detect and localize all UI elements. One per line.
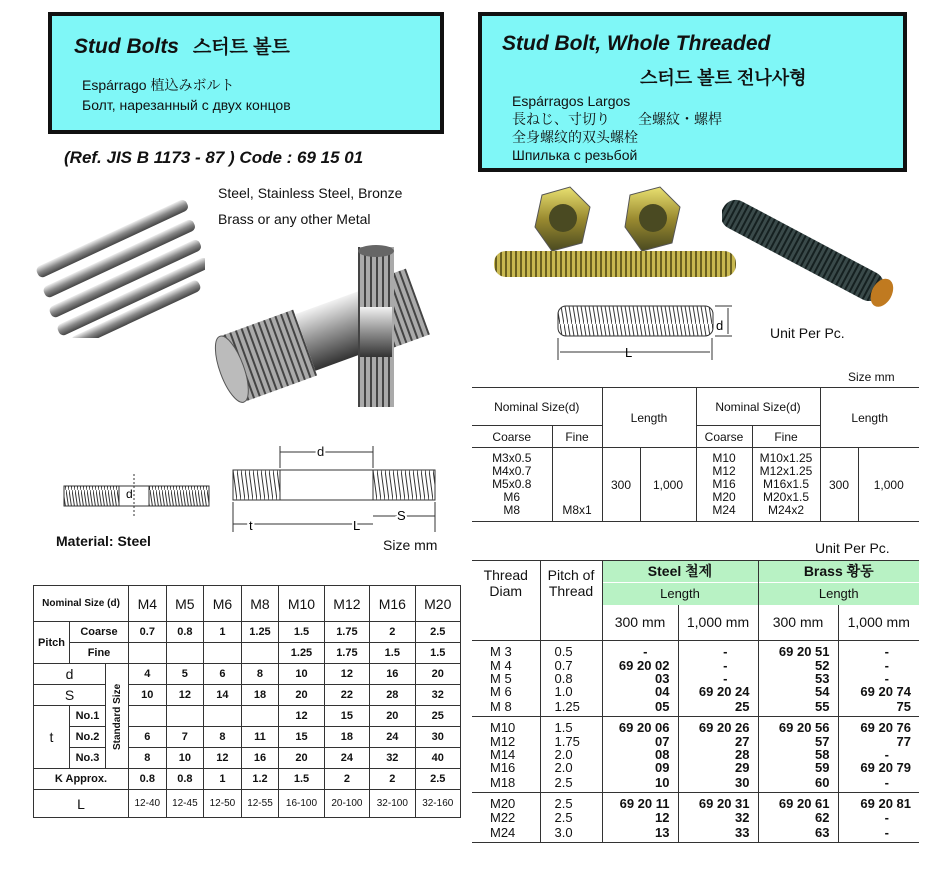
dim-l-label: L xyxy=(353,518,361,533)
spec-t1-cell: 15 xyxy=(324,706,369,727)
spec-l-cell: 32-100 xyxy=(370,790,415,818)
spec-s-cell: 18 xyxy=(241,685,279,706)
spec-size: M4 xyxy=(129,586,167,622)
code-cell: M 6 xyxy=(472,685,540,698)
code-cell: 69 20 81 xyxy=(860,796,911,812)
left-title-kr: 스터트 볼트 xyxy=(192,37,290,58)
code-cell: 1.5 xyxy=(540,717,602,735)
spec-coarse-cell: 1.25 xyxy=(241,622,279,643)
code-cell: - xyxy=(884,825,889,841)
code-cell: - xyxy=(884,670,889,686)
spec-size: M20 xyxy=(415,586,460,622)
code-cell: 63 xyxy=(758,824,838,843)
code-cell: 62 xyxy=(758,811,838,824)
code-cell: M 8 xyxy=(472,698,540,717)
stud-drawing-dimensioned xyxy=(225,440,445,540)
code-cell: 04 xyxy=(602,685,678,698)
spec-fine-cell: 1.75 xyxy=(324,643,369,664)
spec-fine-cell: 1.5 xyxy=(415,643,460,664)
spec-t1-cell: 12 xyxy=(279,706,324,727)
spec-k-cell: 1 xyxy=(204,769,242,790)
code-cell: 32 xyxy=(678,811,758,824)
code-cell: 1.25 xyxy=(540,698,602,717)
spec-k-label: K Approx. xyxy=(34,769,129,790)
spec-t2-cell: 11 xyxy=(241,727,279,748)
spec-fine-cell: 1.5 xyxy=(370,643,415,664)
spec-coarse-cell: 1.5 xyxy=(279,622,324,643)
right-line3: 全身螺纹的双头螺栓 xyxy=(512,129,638,145)
code-cell: 05 xyxy=(602,698,678,717)
spec-fine-cell xyxy=(166,643,204,664)
code-cell: 58 xyxy=(758,748,838,761)
spec-d-cell: 8 xyxy=(241,664,279,685)
code-cell: 0.8 xyxy=(540,672,602,685)
size-cell: M4x0.7 xyxy=(492,464,532,478)
code-cell: 0.5 xyxy=(540,641,602,659)
code-cell: 09 xyxy=(602,761,678,774)
code-cell: M16 xyxy=(472,761,540,774)
spec-pitch-label: Pitch xyxy=(34,622,70,664)
code-cell: 69 20 31 xyxy=(678,793,758,811)
code-cell: M18 xyxy=(472,774,540,793)
code-brass-label: Brass 황동 xyxy=(758,561,919,583)
spec-d-cell: 6 xyxy=(204,664,242,685)
dim-d-label: d xyxy=(317,444,325,459)
spec-s-cell: 32 xyxy=(415,685,460,706)
reference-code: (Ref. JIS B 1173 - 87 ) Code : 69 15 01 xyxy=(64,148,364,167)
spec-l-cell: 16-100 xyxy=(279,790,324,818)
code-cell: 69 20 24 xyxy=(678,685,758,698)
right-line1: Espárragos Largos xyxy=(512,93,631,109)
code-cell: 53 xyxy=(758,672,838,685)
spec-k-cell: 0.8 xyxy=(166,769,204,790)
spec-t3-cell: 32 xyxy=(370,748,415,769)
spec-t3-cell: 10 xyxy=(166,748,204,769)
spec-standard-size-label: Standard Size xyxy=(106,664,129,769)
size-mm-right: Size mm xyxy=(848,370,895,384)
code-brass-300-label: 300 mm xyxy=(758,605,838,641)
spec-no1-label: No.1 xyxy=(70,706,106,727)
code-cell: 60 xyxy=(758,774,838,793)
code-cell: - xyxy=(884,809,889,825)
spec-fine-cell xyxy=(204,643,242,664)
code-cell: 69 20 76 xyxy=(860,720,911,736)
code-cell: - xyxy=(884,775,889,791)
spec-t2-cell: 15 xyxy=(279,727,324,748)
code-thread-diam-label: Thread Diam xyxy=(472,561,540,605)
code-cell: M 5 xyxy=(472,672,540,685)
stud-bolt-closeup-photo-icon xyxy=(208,242,448,427)
size-cell: M12x1.25 xyxy=(759,464,813,478)
spec-size: M16 xyxy=(370,586,415,622)
spec-s-cell: 12 xyxy=(166,685,204,706)
code-brass-length-label: Length xyxy=(758,583,919,605)
size-cell: M5x0.8 xyxy=(492,477,532,491)
code-cell: M 4 xyxy=(472,659,540,672)
spec-t3-cell: 24 xyxy=(324,748,369,769)
spec-t1-cell: 25 xyxy=(415,706,460,727)
code-cell: - xyxy=(884,644,889,660)
code-cell: - xyxy=(678,672,758,685)
code-cell: - xyxy=(884,657,889,673)
spec-size: M8 xyxy=(241,586,279,622)
spec-t1-cell: 20 xyxy=(370,706,415,727)
code-table-row xyxy=(472,811,919,824)
spec-s-cell: 14 xyxy=(204,685,242,706)
spec-l-cell: 12-55 xyxy=(241,790,279,818)
code-table-row xyxy=(472,735,919,748)
size-len-300-right: 300 xyxy=(820,448,858,522)
code-cell: - xyxy=(602,641,678,659)
materials-line1: Steel, Stainless Steel, Bronze xyxy=(218,185,403,201)
code-cell: 69 20 51 xyxy=(758,641,838,659)
spec-t2-cell: 30 xyxy=(415,727,460,748)
spec-coarse-cell: 0.8 xyxy=(166,622,204,643)
code-cell: 2.5 xyxy=(540,793,602,811)
size-cell: M24 xyxy=(712,503,736,517)
spec-l-cell: 20-100 xyxy=(324,790,369,818)
size-cell: M16 xyxy=(712,477,736,491)
code-table-row xyxy=(472,793,919,811)
code-cell: 75 xyxy=(896,699,911,715)
code-cell: M14 xyxy=(472,748,540,761)
size-cell: M8 xyxy=(503,503,521,517)
code-cell: 27 xyxy=(678,735,758,748)
code-cell: 57 xyxy=(758,735,838,748)
left-title: Stud Bolts xyxy=(74,35,179,58)
code-cell: 28 xyxy=(678,748,758,761)
spec-d-label: d xyxy=(34,664,106,685)
size-cell: M6 xyxy=(503,490,521,504)
code-cell: 10 xyxy=(602,774,678,793)
spec-t3-cell: 8 xyxy=(129,748,167,769)
code-table-row xyxy=(472,761,919,774)
spec-t3-cell: 20 xyxy=(279,748,324,769)
code-cell: M20 xyxy=(472,793,540,811)
code-cell: 69 20 74 xyxy=(860,683,911,699)
code-cell: 69 20 56 xyxy=(758,717,838,735)
spec-nominal-label: Nominal Size (d) xyxy=(34,586,129,622)
code-cell: 1.75 xyxy=(540,735,602,748)
spec-size: M5 xyxy=(166,586,204,622)
left-header-box xyxy=(48,12,444,134)
spec-t2-cell: 18 xyxy=(324,727,369,748)
size-cell: M20x1.5 xyxy=(762,490,810,504)
code-cell: M10 xyxy=(472,717,540,735)
left-line1: Espárrago 植込みボルト xyxy=(82,77,235,93)
code-cell: 29 xyxy=(678,761,758,774)
size-coarse-left: Coarse xyxy=(472,426,552,448)
spec-t1-cell xyxy=(204,706,242,727)
right-line2: 長ねじ、寸切り 全螺紋・螺桿 xyxy=(512,111,722,127)
spec-l-cell: 12-45 xyxy=(166,790,204,818)
threaded-rod-with-nuts-photo-icon xyxy=(490,185,740,285)
right-title-kr: 스터드 볼트 전나사형 xyxy=(640,68,807,88)
spec-d-cell: 12 xyxy=(324,664,369,685)
spec-t2-cell: 24 xyxy=(370,727,415,748)
code-cell: 77 xyxy=(896,733,911,749)
spec-s-cell: 22 xyxy=(324,685,369,706)
spec-coarse-cell: 1 xyxy=(204,622,242,643)
spec-s-cell: 10 xyxy=(129,685,167,706)
rod-l-label: L xyxy=(625,345,633,360)
size-cell: M24x2 xyxy=(767,503,805,517)
code-cell: - xyxy=(884,746,889,762)
spec-table xyxy=(33,585,461,818)
size-fine-left: Fine xyxy=(552,426,602,448)
spec-size: M12 xyxy=(324,586,369,622)
code-pitch-label: Pitch of Thread xyxy=(540,561,602,605)
spec-d-cell: 10 xyxy=(279,664,324,685)
code-cell: 69 20 26 xyxy=(678,717,758,735)
code-cell: - xyxy=(678,659,758,672)
spec-size: M6 xyxy=(204,586,242,622)
spec-coarse-label: Coarse xyxy=(70,622,129,643)
stud-drawing-small xyxy=(60,470,215,520)
spec-t3-cell: 40 xyxy=(415,748,460,769)
black-threaded-rod-photo-icon xyxy=(722,185,902,310)
spec-s-label: S xyxy=(34,685,106,706)
spec-t3-cell: 12 xyxy=(204,748,242,769)
code-cell: M24 xyxy=(472,824,540,843)
size-cell: M12 xyxy=(712,464,736,478)
code-table-row xyxy=(472,641,919,659)
spec-d-cell: 5 xyxy=(166,664,204,685)
size-cell: M20 xyxy=(712,490,736,504)
spec-coarse-cell: 2 xyxy=(370,622,415,643)
spec-no2-label: No.2 xyxy=(70,727,106,748)
code-table-row xyxy=(472,685,919,698)
spec-coarse-cell: 1.75 xyxy=(324,622,369,643)
spec-k-cell: 2.5 xyxy=(415,769,460,790)
code-steel-label: Steel 철제 xyxy=(602,561,758,583)
code-cell: 69 20 02 xyxy=(602,659,678,672)
code-table-row xyxy=(472,774,919,793)
spec-fine-label: Fine xyxy=(70,643,129,664)
size-cell: M3x0.5 xyxy=(492,451,532,465)
code-table-row xyxy=(472,824,919,843)
code-cell: M22 xyxy=(472,811,540,824)
code-cell: 59 xyxy=(758,761,838,774)
size-cell: M8x1 xyxy=(562,503,592,517)
spec-t2-cell: 7 xyxy=(166,727,204,748)
spec-no3-label: No.3 xyxy=(70,748,106,769)
code-cell: M 3 xyxy=(472,641,540,659)
right-header-box xyxy=(478,12,907,172)
code-table-row xyxy=(472,659,919,672)
code-cell: 13 xyxy=(602,824,678,843)
code-cell: 69 20 11 xyxy=(602,793,678,811)
size-fine-right: Fine xyxy=(752,426,820,448)
code-cell: 2.5 xyxy=(540,774,602,793)
size-mm-left: Size mm xyxy=(383,537,438,553)
spec-l-cell: 12-50 xyxy=(204,790,242,818)
material-label: Material: Steel xyxy=(56,533,151,549)
size-len-1000-left: 1,000 xyxy=(640,448,696,522)
dim-t-label: t xyxy=(249,518,253,533)
spec-coarse-cell: 0.7 xyxy=(129,622,167,643)
spec-fine-cell: 1.25 xyxy=(279,643,324,664)
code-steel-1000-label: 1,000 mm xyxy=(678,605,758,641)
spec-k-cell: 2 xyxy=(370,769,415,790)
spec-k-cell: 1.2 xyxy=(241,769,279,790)
spec-d-cell: 20 xyxy=(415,664,460,685)
code-steel-300-label: 300 mm xyxy=(602,605,678,641)
code-cell: 0.7 xyxy=(540,659,602,672)
unit-per-pc-2: Unit Per Pc. xyxy=(815,540,890,556)
code-cell: 52 xyxy=(758,659,838,672)
code-cell: 3.0 xyxy=(540,824,602,843)
spec-d-cell: 4 xyxy=(129,664,167,685)
code-cell: 55 xyxy=(758,698,838,717)
size-cell: M10x1.25 xyxy=(759,451,813,465)
spec-t3-cell: 16 xyxy=(241,748,279,769)
code-table-row xyxy=(472,672,919,685)
spec-d-cell: 16 xyxy=(370,664,415,685)
spec-fine-cell xyxy=(129,643,167,664)
code-cell: 69 20 79 xyxy=(860,759,911,775)
spec-t1-cell xyxy=(241,706,279,727)
spec-l-label: L xyxy=(34,790,129,818)
size-len-300-left: 300 xyxy=(602,448,640,522)
code-cell: - xyxy=(678,641,758,659)
code-table xyxy=(472,560,919,843)
size-table xyxy=(472,387,919,522)
spec-t2-cell: 8 xyxy=(204,727,242,748)
code-cell: M12 xyxy=(472,735,540,748)
code-cell: 54 xyxy=(758,685,838,698)
code-table-row xyxy=(472,717,919,735)
spec-l-cell: 12-40 xyxy=(129,790,167,818)
code-cell: 08 xyxy=(602,748,678,761)
code-cell: 2.5 xyxy=(540,811,602,824)
size-len-1000-right: 1,000 xyxy=(873,477,904,492)
materials-line2: Brass or any other Metal xyxy=(218,211,371,227)
code-cell: 25 xyxy=(678,698,758,717)
spec-t2-cell: 6 xyxy=(129,727,167,748)
right-title: Stud Bolt, Whole Threaded xyxy=(502,32,771,55)
size-length-left: Length xyxy=(602,388,696,448)
code-steel-length-label: Length xyxy=(602,583,758,605)
spec-l-cell: 32-160 xyxy=(415,790,460,818)
code-cell: 30 xyxy=(678,774,758,793)
spec-k-cell: 2 xyxy=(324,769,369,790)
size-nominal-left: Nominal Size(d) xyxy=(472,388,602,426)
spec-s-cell: 28 xyxy=(370,685,415,706)
stud-bolts-photo-icon xyxy=(30,188,205,338)
code-table-row xyxy=(472,698,919,717)
code-cell: 69 20 61 xyxy=(758,793,838,811)
code-cell: 2.0 xyxy=(540,748,602,761)
spec-t-label: t xyxy=(34,706,70,769)
spec-size: M10 xyxy=(279,586,324,622)
unit-per-pc-1: Unit Per Pc. xyxy=(770,325,845,341)
code-cell: 33 xyxy=(678,824,758,843)
size-cell: M10 xyxy=(712,451,736,465)
threaded-rod-drawing xyxy=(540,300,740,370)
size-length-right: Length xyxy=(851,410,889,425)
code-brass-1000-label: 1,000 mm xyxy=(847,613,910,630)
spec-t1-cell xyxy=(166,706,204,727)
small-d-label: d xyxy=(126,487,133,501)
code-cell: 2.0 xyxy=(540,761,602,774)
spec-s-cell: 20 xyxy=(279,685,324,706)
spec-k-cell: 1.5 xyxy=(279,769,324,790)
rod-d-label: d xyxy=(716,318,724,333)
dim-s-label: S xyxy=(397,508,406,523)
right-line4: Шпилька с резьбой xyxy=(512,147,638,163)
spec-fine-cell xyxy=(241,643,279,664)
spec-coarse-cell: 2.5 xyxy=(415,622,460,643)
code-cell: 69 20 06 xyxy=(602,717,678,735)
size-coarse-right: Coarse xyxy=(696,426,752,448)
spec-t1-cell xyxy=(129,706,167,727)
code-cell: 07 xyxy=(602,735,678,748)
code-cell: 03 xyxy=(602,672,678,685)
spec-k-cell: 0.8 xyxy=(129,769,167,790)
code-cell: 12 xyxy=(602,811,678,824)
code-table-row xyxy=(472,748,919,761)
size-cell: M16x1.5 xyxy=(762,477,810,491)
size-nominal-right: Nominal Size(d) xyxy=(696,388,820,426)
code-cell: 1.0 xyxy=(540,685,602,698)
left-line2: Болт, нарезанный с двух концов xyxy=(82,97,291,113)
